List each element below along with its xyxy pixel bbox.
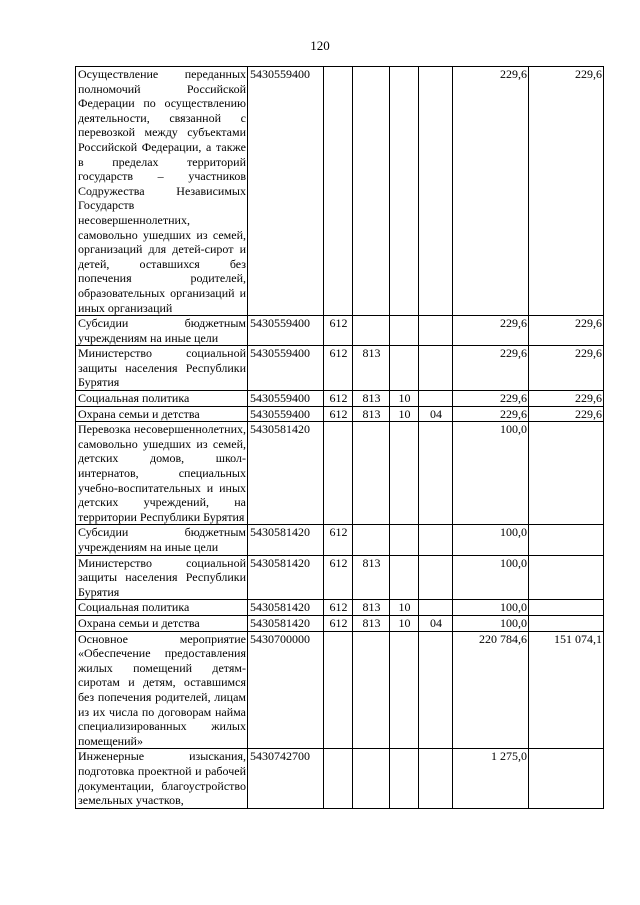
budget-table [75, 66, 604, 809]
expense-type-cell: 612 [324, 391, 353, 407]
target-article-cell: 5430581420 [248, 555, 324, 600]
administrator-code-cell [353, 67, 390, 316]
section-cell [390, 525, 419, 555]
table-row [76, 391, 604, 407]
administrator-code-cell [353, 316, 390, 346]
table-row [76, 555, 604, 600]
administrator-code-cell [353, 631, 390, 749]
target-article-cell: 5430581420 [248, 600, 324, 616]
amount-2-cell [529, 555, 604, 600]
target-article-cell: 5430700000 [248, 631, 324, 749]
amount-1-cell: 229,6 [453, 391, 529, 407]
expense-type-cell: 612 [324, 346, 353, 391]
row-name-cell: Инженерные изыскания, подготовка проектной и рабочей документации, благоустройство земельных участков, [76, 749, 248, 808]
section-cell [390, 316, 419, 346]
target-article-cell: 5430581420 [248, 525, 324, 555]
amount-2-cell: 229,6 [529, 67, 604, 316]
amount-1-cell: 100,0 [453, 600, 529, 616]
subsection-cell [419, 422, 453, 525]
table-row [76, 406, 604, 422]
row-name-cell: Социальная политика [76, 600, 248, 616]
section-cell [390, 631, 419, 749]
expense-type-cell: 612 [324, 316, 353, 346]
expense-type-cell [324, 422, 353, 525]
row-name-cell: Охрана семьи и детства [76, 615, 248, 631]
amount-2-cell [529, 615, 604, 631]
amount-2-cell: 229,6 [529, 346, 604, 391]
subsection-cell [419, 631, 453, 749]
row-name-cell: Субсидии бюджетным учреждениям на иные цели [76, 316, 248, 346]
expense-type-cell: 612 [324, 525, 353, 555]
administrator-code-cell: 813 [353, 346, 390, 391]
table-row [76, 316, 604, 346]
section-cell: 10 [390, 600, 419, 616]
amount-2-cell: 229,6 [529, 406, 604, 422]
target-article-cell: 5430559400 [248, 67, 324, 316]
amount-1-cell: 229,6 [453, 67, 529, 316]
row-name-cell: Министерство социальной защиты населения Республики Бурятия [76, 555, 248, 600]
amount-1-cell: 229,6 [453, 406, 529, 422]
expense-type-cell: 612 [324, 600, 353, 616]
section-cell [390, 749, 419, 808]
row-name-cell: Перевозка несовершеннолетних, самовольно ушедших из семей, детских домов, школ-интернатов, специальных учебно-воспитательных и иных детских учреждений, на территории Республики Бурятия [76, 422, 248, 525]
target-article-cell: 5430581420 [248, 422, 324, 525]
row-name-cell: Субсидии бюджетным учреждениям на иные цели [76, 525, 248, 555]
section-cell [390, 422, 419, 525]
subsection-cell [419, 346, 453, 391]
amount-1-cell: 100,0 [453, 525, 529, 555]
amount-1-cell: 100,0 [453, 555, 529, 600]
subsection-cell [419, 525, 453, 555]
table-row [76, 422, 604, 525]
section-cell [390, 67, 419, 316]
table-row [76, 67, 604, 316]
amount-2-cell [529, 422, 604, 525]
amount-2-cell: 151 074,1 [529, 631, 604, 749]
table-row [76, 525, 604, 555]
subsection-cell [419, 67, 453, 316]
target-article-cell: 5430559400 [248, 346, 324, 391]
subsection-cell [419, 391, 453, 407]
subsection-cell: 04 [419, 406, 453, 422]
amount-1-cell: 229,6 [453, 346, 529, 391]
target-article-cell: 5430581420 [248, 615, 324, 631]
amount-1-cell: 100,0 [453, 422, 529, 525]
expense-type-cell [324, 67, 353, 316]
subsection-cell: 04 [419, 615, 453, 631]
expense-type-cell: 612 [324, 555, 353, 600]
administrator-code-cell: 813 [353, 406, 390, 422]
target-article-cell: 5430742700 [248, 749, 324, 808]
target-article-cell: 5430559400 [248, 316, 324, 346]
page-number: 120 [310, 38, 330, 53]
subsection-cell [419, 555, 453, 600]
amount-2-cell [529, 749, 604, 808]
expense-type-cell [324, 631, 353, 749]
amount-2-cell [529, 600, 604, 616]
expense-type-cell [324, 749, 353, 808]
subsection-cell [419, 749, 453, 808]
section-cell: 10 [390, 615, 419, 631]
amount-1-cell: 229,6 [453, 316, 529, 346]
administrator-code-cell [353, 525, 390, 555]
expense-type-cell: 612 [324, 406, 353, 422]
section-cell: 10 [390, 406, 419, 422]
administrator-code-cell [353, 749, 390, 808]
section-cell: 10 [390, 391, 419, 407]
row-name-cell: Социальная политика [76, 391, 248, 407]
row-name-cell: Охрана семьи и детства [76, 406, 248, 422]
administrator-code-cell: 813 [353, 391, 390, 407]
expense-type-cell: 612 [324, 615, 353, 631]
table-row [76, 600, 604, 616]
amount-2-cell: 229,6 [529, 391, 604, 407]
table-row [76, 631, 604, 749]
administrator-code-cell: 813 [353, 555, 390, 600]
row-name-cell: Осуществление переданных полномочий Российской Федерации по осуществлению деятельности, связанной с перевозкой между субъектами Российской Федерации, а также в пределах территорий государств – участников Содружества Независимых Государств несовершеннолетних, самовольно ушедших из семей, организаций для детей-сирот и детей, оставшихся без попечения родителей, образовательных организаций и иных организаций [76, 67, 248, 316]
amount-1-cell: 1 275,0 [453, 749, 529, 808]
subsection-cell [419, 600, 453, 616]
subsection-cell [419, 316, 453, 346]
target-article-cell: 5430559400 [248, 406, 324, 422]
amount-1-cell: 220 784,6 [453, 631, 529, 749]
administrator-code-cell: 813 [353, 615, 390, 631]
section-cell [390, 555, 419, 600]
amount-2-cell: 229,6 [529, 316, 604, 346]
table-row [76, 346, 604, 391]
row-name-cell: Основное мероприятие «Обеспечение предоставления жилых помещений детям-сиротам и детям, оставшимся без попечения родителей, лицам из их числа по договорам найма специализированных жилых помещений» [76, 631, 248, 749]
administrator-code-cell: 813 [353, 600, 390, 616]
target-article-cell: 5430559400 [248, 391, 324, 407]
table-row [76, 749, 604, 808]
amount-2-cell [529, 525, 604, 555]
row-name-cell: Министерство социальной защиты населения Республики Бурятия [76, 346, 248, 391]
administrator-code-cell [353, 422, 390, 525]
amount-1-cell: 100,0 [453, 615, 529, 631]
table-row [76, 615, 604, 631]
section-cell [390, 346, 419, 391]
